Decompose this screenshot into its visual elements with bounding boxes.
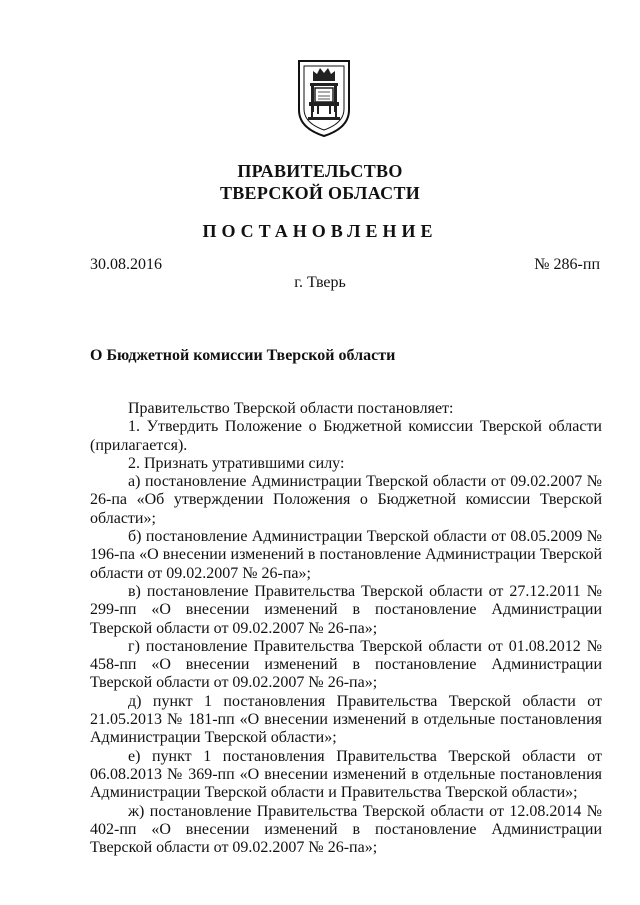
intro-paragraph: Правительство Тверской области постановляет: [128, 400, 454, 417]
paragraph-2: 2. Признать утратившими силу: [128, 454, 345, 472]
list-item: г) постановление Правительства Тверской области от 01.08.2012 № 458-пп «О внесении изменений в постановление Администрации Тверской области от 09.02.2007 № 26-па»; [90, 637, 602, 692]
org-name-line2: ТВЕРСКОЙ ОБЛАСТИ [219, 183, 421, 203]
list-item: ж) постановление Правительства Тверской области от 12.08.2014 № 402-пп «О внесении изменений в постановление Администрации Тверской области от 09.02.2007 № 26-па»; [90, 802, 602, 857]
list-item: е) пункт 1 постановления Правительства Тверской области от 06.08.2013 № 369-пп «О внесении изменений в отдельные постановления Администрации Тверской области и Правительства Тверской области»; [90, 747, 602, 802]
document-body [90, 400, 602, 857]
coat-of-arms-icon [296, 58, 352, 138]
document-date: 30.08.2016 [90, 256, 162, 273]
document-city: г. Тверь [294, 274, 346, 291]
document-type: ПОСТАНОВЛЕНИЕ [202, 221, 438, 241]
list-item: а) постановление Администрации Тверской области от 09.02.2007 № 26-па «Об утверждении Положения о Бюджетной комиссии Тверской области»; [90, 473, 602, 527]
list-item: д) пункт 1 постановления Правительства Тверской области от 21.05.2013 № 181-пп «О внесении изменений в отдельные постановления Администрации Тверской области»; [90, 692, 602, 747]
list-item: б) постановление Администрации Тверской области от 08.05.2009 № 196-па «О внесении изменений в постановление Администрации Тверской области от 09.02.2007 № 26-па»; [90, 528, 602, 582]
paragraph-1: 1. Утвердить Положение о Бюджетной комиссии Тверской области (прилагается). [90, 418, 602, 454]
document-number: № 286-пп [534, 256, 600, 273]
document-title: О Бюджетной комиссии Тверской области [90, 347, 396, 364]
org-name-line1: ПРАВИТЕЛЬСТВО [237, 161, 403, 181]
list-item: в) постановление Правительства Тверской области от 27.12.2011 № 299-пп «О внесении изменений в постановление Администрации Тверской области от 09.02.2007 № 26-па»; [90, 582, 602, 637]
